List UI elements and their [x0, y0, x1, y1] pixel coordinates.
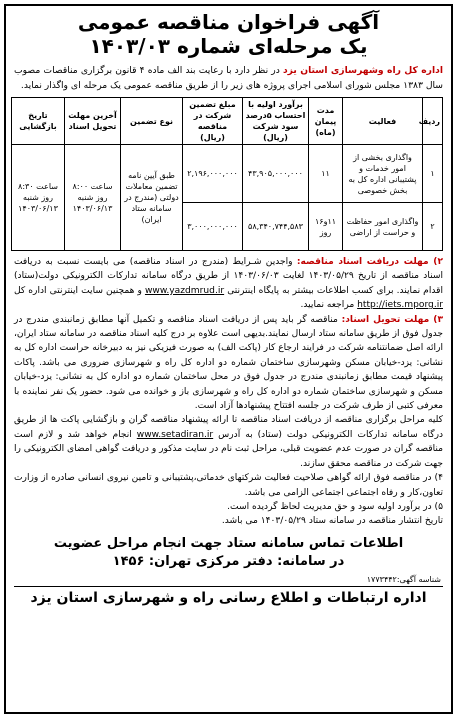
col-header: تاریخ بازگشایی: [12, 98, 65, 145]
section-label: ۳) مهلت تحویل اسناد:: [341, 314, 443, 325]
col-header: مدت پیمان (ماه): [309, 98, 343, 145]
section-text: و همچنین سایت اینترنتی اداره کل: [14, 285, 145, 296]
contact-info: [14, 535, 443, 571]
table-row: [12, 145, 443, 203]
section-text: مناقصه گر باید پس از دریافت اسناد مناقصه و تکمیل آنها مطابق زمانبندی مندرج در جدول فوق از طریق سامانه ستاد ارسال نمایند.بدیهی است علاوه بر درج کلیه اسناد مناقصه در سامانه ستاد ایران، ارائه اصل ضمانتنامه شرکت در فرایند ارجاع کار (پاکت الف) به صورت فیزیکی نیز به دبیرخانه حراست اداره کل به نشانی: یزد-خیابان مسکن وشهرسازی ساختمان شماره دو اداره کل راه و شهرسازی ضروری می باشد. پاکات پیشنهاد قیمت مطابق زمانبندی مندرج در جدول فوق در محل ساختمان شماره دو اداره کل به نشانی: یزد-خیابان مسکن و شهرسازی ساختمان شماره دو اداره کل راه و شهرسازی باز و خوانده می شود. حضور یک نفر نماینده با معرفی کتبی از طرف شرکت در جلسه افتتاح پیشنهادها آزاد است.: [14, 314, 443, 412]
row-activity: واگذاری امور حفاظت و حراست از اراضی: [343, 203, 423, 251]
row-estimate: ۴۳,۹۰۵,۰۰۰,۰۰۰: [243, 145, 309, 203]
website-link[interactable]: www.setadiran.ir: [136, 429, 214, 440]
col-header: فعالیت: [343, 98, 423, 145]
section-publish-date: [14, 514, 443, 528]
contact-line2: در سامانه: دفتر مرکزی تهران: ۱۴۵۶: [112, 553, 345, 569]
conditions-text: [14, 255, 443, 529]
section-text: کلیه مراحل برگزاری مناقصه از دریافت اسناد مناقصه تا ارائه پیشنهاد مناقصه گران و بازگشایی پاکت ها از طریق درگاه سامانه تدارکات الکترونیکی دولت (ستاد) به آدرس: [14, 415, 444, 440]
divider: [14, 586, 443, 587]
ad-code: شناسه آگهی:۱۷۷۳۴۴۲: [366, 574, 441, 584]
website-link[interactable]: www.yazdmrud.ir: [144, 285, 225, 296]
col-header: برآورد اولیه با احتساب ۵درصد سود شرکت (ریال): [243, 98, 309, 145]
section-certificate: [14, 471, 443, 500]
row-guarantee: ۲,۱۹۶,۰۰۰,۰۰۰: [183, 145, 243, 203]
contact-line1: اطلاعات تماس سامانه ستاد جهت انجام مراحل عضویت: [53, 535, 404, 551]
col-header: مبلغ تضمین شرکت در مناقصه (ریال): [183, 98, 243, 145]
intro-org: اداره کل راه وشهرسازی استان یزد: [282, 65, 443, 76]
guarantee-type: طبق آیین نامه تضمین معاملات دولتی (مندرج در سامانه ستاد ایران): [121, 145, 183, 251]
section-text: ۴) در مناقصه فوق ارائه گواهی صلاحیت فعالیت شرکتهای خدماتی،پشتیبانی و تامین نیروی انسانی صادره از وزارت تعاون،کار و رفاه اجتماعی اجتماعی الزامی می باشد.: [14, 473, 443, 498]
intro-text: در نظر دارد با رعایت بند الف ماده ۴ قانون برگزاری مناقصات مصوب سال ۱۳۸۳ مجلس شورای اسلامی اجرای پروژه های زیر را از طریق مناقصه عمومی یک مرحله ای واگذار نماید.: [14, 65, 443, 91]
row-duration: ۱۱: [309, 145, 343, 203]
col-header: آخرین مهلت تحویل اسناد: [65, 98, 121, 145]
row-estimate: ۵۸,۳۴۰,۷۴۴,۵۸۳: [243, 203, 309, 251]
col-header: ردیف: [423, 98, 443, 145]
intro-paragraph: [14, 64, 443, 93]
announcement-title: آگهی فراخوان مناقصه عمومی: [77, 10, 380, 34]
section-text: واجدین شـرایط (مندرج در اسناد مناقصه) می بایست نسبت به دریافت اسناد مناقصه از تاریخ ۱۴۰۳/۰۵/۲۹ لغایت ۱۴۰۳/۰۶/۰۳ از طریق درگاه سامانه تدارکات الکترونیکی دولت(ستاد) اقدام نمایند. برای کسب اطلاعات بیشتر به پایگاه اینترنتی: [14, 257, 444, 296]
deadline: ساعت ۸:۰۰ روز شنبه ۱۴۰۳/۰۶/۱۳: [65, 145, 121, 251]
section-text: تاریخ انتشار مناقصه در سامانه ستاد ۱۴۰۳/۰۵/۲۹ می باشد.: [221, 516, 443, 527]
row-duration: ۱۱و۱۶ روز: [309, 203, 343, 251]
section-text: ۵) در برآورد اولیه سود و حق مدیریت لحاظ گردیده است.: [227, 501, 443, 512]
section-text: انجام خواهد شد و لازم است مناقصه گران در صورت عدم عضویت قبلی، مراحل ثبت نام در سایت مذکور و دریافت گواهی امضای الکترونیکی را جهت شرکت در مناقصه محقق سازند.: [13, 429, 443, 469]
row-guarantee: ۳,۰۰۰,۰۰۰,۰۰۰: [183, 203, 243, 251]
announcement-subtitle: یک مرحله‌ای شماره ۱۴۰۳/۰۳: [89, 34, 368, 58]
opening-date: ساعت ۸:۳۰ روز شنبه ۱۴۰۳/۰۶/۱۳: [12, 145, 65, 251]
tender-table: [11, 97, 443, 251]
website-link[interactable]: http://iets.mporg.ir: [357, 300, 443, 311]
row-number: ۱: [423, 145, 443, 203]
section-docs-receive: [14, 255, 443, 313]
section-docs-submit: [14, 313, 443, 414]
section-setad: [14, 413, 443, 471]
row-activity: واگذاری بخشی از امور خدمات و پشتیبانی اداره کل به بخش خصوصی: [343, 145, 423, 203]
row-number: ۲: [423, 203, 443, 251]
announcement-frame: [4, 4, 453, 714]
publisher-org: اداره ارتباطات و اطلاع رسانی راه و شهرسازی استان یزد: [30, 589, 427, 606]
table-header-row: [12, 98, 443, 145]
col-header: نوع تضمین: [121, 98, 183, 145]
section-label: ۲) مهلت دریافت اسناد مناقصه:: [296, 257, 444, 267]
section-estimate-note: [14, 500, 443, 514]
section-text: مراجعه نمایید.: [300, 300, 358, 311]
